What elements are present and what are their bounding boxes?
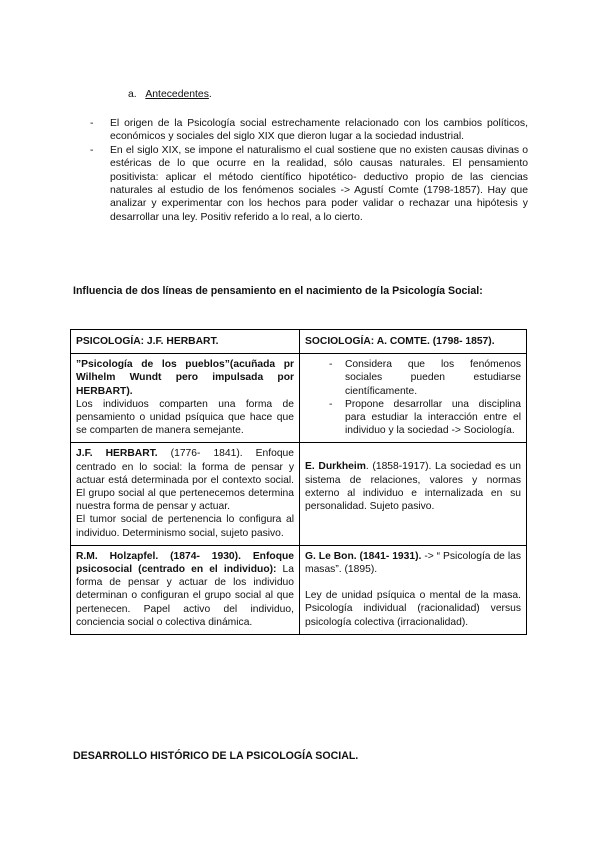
bullet-item: - El origen de la Psicología social estrechamente relacionado con los cambios políticos, económicos y sociales del siglo XIX que dieron lugar a la sociedad industrial. — [90, 118, 528, 143]
table-row — [71, 354, 527, 443]
table-cell — [300, 354, 527, 443]
table-cell: ”Psicología de los pueblos”(acuñada pr Wilhelm Wundt pero impulsada por HERBART). Los individuos comparten una forma de pensamiento o unidad psíquica que hace que se comparten de manera semejante. — [71, 354, 300, 443]
bullet-item: - En el siglo XIX, se impone el naturalismo el cual sostiene que no existen causas divinas o estéricas de lo que ocurre en la realidad, sólo causas naturales. El pensamiento positivista: aplicar el método científico hipotético- deductivo propio de las ciencias naturales al estudio de los fenómenos sociales -> Agustí Comte (1798-1857). Hay que analizar y experimentar con los hechos para poder validar o rechazar una hipótesis y desarrollar una ley. Positiv referido a lo real, a lo cierto. — [90, 144, 528, 223]
cell-list — [305, 358, 521, 437]
col2-header: SOCIOLOGÍA: A. COMTE. (1798- 1857). — [300, 330, 527, 354]
section-title: a. Antecedentes. — [128, 89, 212, 100]
list-item: - Propone desarrollar una disciplina para estudiar la interacción entre el individuo y la sociedad -> Sociología. — [329, 398, 521, 437]
bullet-list — [90, 117, 528, 224]
section-marker: a. — [128, 89, 137, 100]
section-heading: Influencia de dos líneas de pensamiento en el nacimiento de la Psicología Social: — [73, 285, 483, 297]
table-cell: E. Durkheim. (1858-1917). La sociedad es un sistema de relaciones, valores y normas externo al individuo e internalizada en su personalidad. Sujeto pasivo. — [300, 443, 527, 545]
col1-header: PSICOLOGÍA: J.F. HERBART. — [71, 330, 300, 354]
table-cell: G. Le Bon. (1841- 1931). -> “ Psicología de las masas”. (1895). Ley de unidad psíquica o mental de la masa. Psicología individual (racionalidad) versus psicología colectiva (irracionalidad). — [300, 545, 527, 634]
comparison-table — [70, 329, 527, 635]
list-item: - Considera que los fenómenos sociales pueden estudiarse científicamente. — [329, 359, 521, 397]
table-cell: J.F. HERBART. (1776- 1841). Enfoque centrado en lo social: la forma de pensar y actuar está determinada por el contexto social. El grupo social al que pertenecemos determina nuestra forma de pensar y actuar. El tumor social de pertenencia lo configura al individuo. Determinismo social, sujeto pasivo. — [71, 443, 300, 545]
section-title-text: Antecedentes — [145, 89, 209, 100]
table-header-row — [71, 330, 527, 354]
table-row — [71, 443, 527, 545]
table-cell: R.M. Holzapfel. (1874- 1930). Enfoque psicosocial (centrado en el individuo): La forma de pensar y actuar de los individuo determinan o configuran el grupo social al que pertenecen. Papel activo del individuo, conciencia social o colectiva dinámica. — [71, 545, 300, 634]
section-heading-2: DESARROLLO HISTÓRICO DE LA PSICOLOGÍA SOCIAL. — [73, 750, 359, 762]
table-row — [71, 545, 527, 634]
